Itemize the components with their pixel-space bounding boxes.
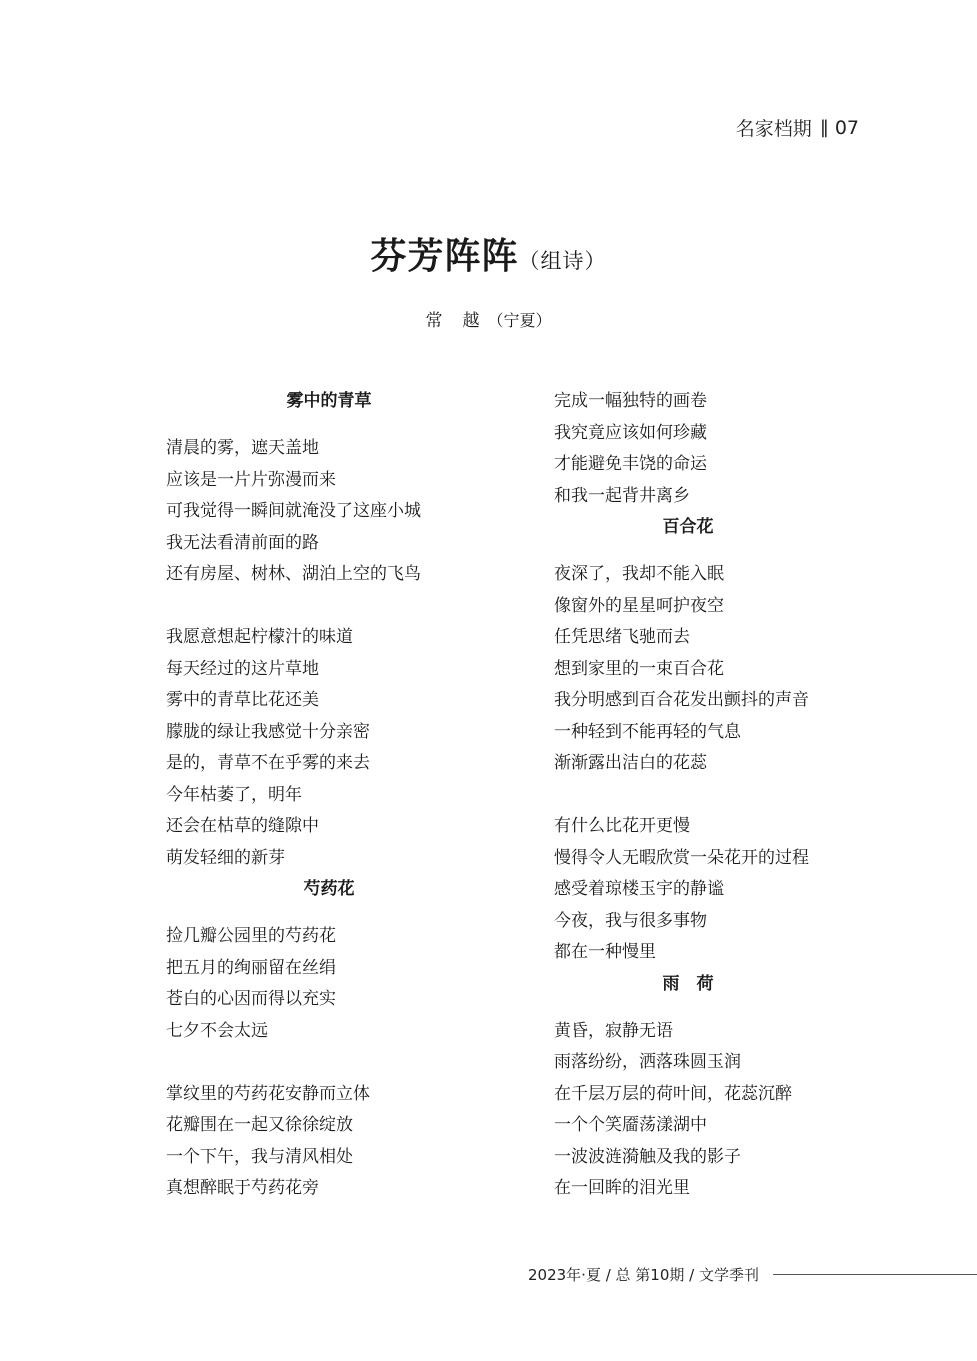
poem-line: 还有房屋、树林、湖泊上空的飞鸟 [166,564,421,584]
poem-line: 才能避免丰饶的命运 [554,454,707,474]
poem-line: 苍白的心因而得以充实 [166,989,336,1009]
poem-line: 七夕不会太远 [166,1020,268,1041]
poem-line: 和我一起背井离乡 [554,485,690,506]
poem-line: 萌发轻细的新芽 [166,847,285,868]
poem-line: 捡几瓣公园里的芍药花 [166,926,336,946]
poem-line: 黄昏，寂静无语 [554,1020,673,1041]
poem-line: 感受着琼楼玉宇的静谧 [554,879,724,899]
poem-line: 我究竟应该如何珍藏 [554,422,707,443]
poem-title-peony: 芍药花 [303,879,355,899]
poem-line: 应该是一片片弥漫而来 [166,469,336,490]
poem-line: 都在一种慢里 [554,942,656,962]
poem-line: 我无法看清前面的路 [166,532,319,553]
page-number: 07 [834,116,859,139]
poem-line: 每天经过的这片草地 [166,658,319,679]
poem-line: 可我觉得一瞬间就淹没了这座小城 [166,501,421,521]
left-column [166,386,526,1205]
byline [0,306,977,331]
poem-line: 我愿意想起柠檬汁的味道 [166,627,353,647]
poem-line: 花瓣围在一起又徐徐绽放 [166,1115,353,1135]
header-separator: ‖ [819,117,827,138]
poem-title-fog-grass: 雾中的青草 [286,391,372,411]
poem-line: 任凭思绪飞驰而去 [554,627,690,647]
poem-line: 还会在枯草的缝隙中 [166,816,319,836]
poem-line: 一个下午，我与清风相处 [166,1146,353,1167]
poem-line: 像窗外的星星呵护夜空 [554,595,724,616]
footer-issue: 2023年·夏 / 总 第10期 / 文学季刊 [528,1266,759,1284]
poem-title-rain-lotus: 雨 荷 [662,973,714,994]
poem-line: 慢得令人无暇欣赏一朵花开的过程 [554,847,809,868]
poem-line: 在千层万层的荷叶间，花蕊沉醉 [554,1083,792,1104]
running-header [736,114,859,141]
page-title: 芬芳阵阵 [370,235,519,277]
poem-title-lily: 百合花 [662,517,714,537]
poem-line: 是的，青草不在乎雾的来去 [166,753,370,773]
author-region: （宁夏） [487,311,552,330]
poem-line: 掌纹里的芍药花安静而立体 [166,1083,370,1104]
poem-line: 雾中的青草比花还美 [166,690,319,710]
poem-line: 有什么比花开更慢 [554,816,690,836]
poem-line: 今夜，我与很多事物 [554,910,707,931]
poem-line: 渐渐露出洁白的花蕊 [554,753,707,773]
author-name: 常越 [425,311,500,331]
poem-line: 朦胧的绿让我感觉十分亲密 [166,721,370,742]
poem-line: 把五月的绚丽留在丝绢 [166,957,336,978]
poem-line: 一波波涟漪触及我的影子 [554,1146,741,1167]
poem-line: 我分明感到百合花发出颤抖的声音 [554,690,809,710]
title-subtitle: （组诗） [518,249,607,273]
title-block [0,228,977,279]
poem-line: 真想醉眠于芍药花旁 [166,1178,319,1198]
poem-line: 在一回眸的泪光里 [554,1178,690,1198]
section-name: 名家档期 [735,118,812,140]
poem-line: 一种轻到不能再轻的气息 [554,721,741,742]
poem-line: 清晨的雾，遮天盖地 [166,438,319,458]
poem-line: 夜深了，我却不能入眠 [554,564,724,584]
running-footer [528,1264,977,1285]
poem-line: 雨落纷纷，洒落珠圆玉润 [554,1052,741,1072]
poem-line: 今年枯萎了，明年 [166,784,302,805]
poem-line: 完成一幅独特的画卷 [554,391,707,411]
footer-rule [773,1274,977,1275]
poem-line: 想到家里的一束百合花 [554,658,724,679]
poem-line: 一个个笑靥荡漾湖中 [554,1115,707,1135]
right-column [554,386,914,1205]
